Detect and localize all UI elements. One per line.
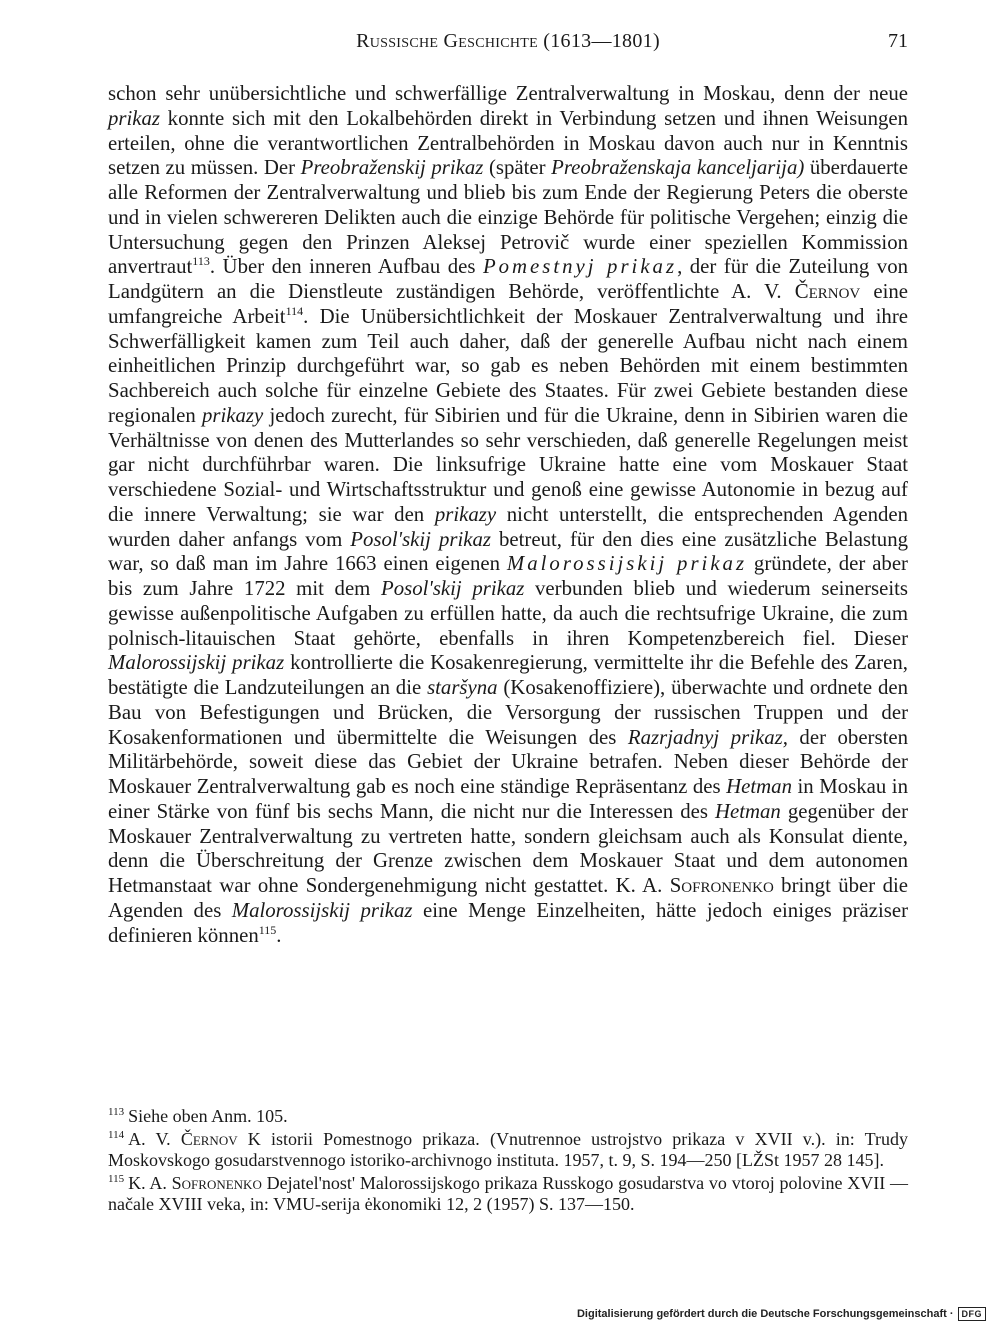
footnote-text: K. A. [128, 1173, 172, 1193]
text-run: der obersten Militärbehörde, soweit diese das Gebiet der Ukraine betrafen. Neben dieser Behörde der Moskauer Zentralverwaltung gab es noch eine ständige Repräsentanz des [108, 725, 908, 798]
text-run: . [276, 923, 282, 947]
credit-text: Digitalisierung gefördert durch die Deutsche Forschungsgemeinschaft · [576, 1308, 954, 1320]
text-run: gründete, der aber bis zum Jahre 1722 mit dem [108, 552, 908, 600]
text-run: (Kosakenoffiziere), überwachte und ordnete den Bau von Befestigungen und Brücken, die Versorgung der russischen Truppen und der Kosakenformationen und übermittelte die Weisungen des [108, 676, 908, 749]
footnote [108, 1106, 908, 1127]
paragraph [108, 82, 908, 948]
footnote-ref[interactable]: 115 [258, 922, 277, 937]
italic-term: Posol'skij prikaz [350, 527, 491, 551]
text-run: in Moskau in einer Stärke von fünf bis sechs Mann, die nicht nur die Interessen des [108, 775, 908, 823]
text-run: . Die Unübersichtlichkeit der Moskauer Zentralverwaltung und ihre Schwerfälligkeit kamen zum Teil auch daher, daß der generelle Aufbau nicht nach einem einheitlichen Prinzip durchgeführt war, so gab es neben Behörden mit einem bestimmten Sachbereich auch solche für einzelne Gebiete des Staates. Für zwei Gebiete bestanden diese regionalen [108, 304, 908, 427]
text-run: , der für die Zuteilung von Landgütern an die Dienstleute zuständigen Behörde, veröffentlichte A. V. [108, 255, 908, 303]
spaced-term: Pomestnyj prikaz [482, 255, 678, 279]
author-name: Sofronenko [171, 1173, 262, 1193]
running-title: Russische Geschichte (1613—1801) [356, 30, 660, 52]
footnote [108, 1129, 908, 1171]
footnote-text: A. V. [128, 1129, 181, 1149]
italic-term: Razrjadnyj prikaz, [627, 725, 788, 749]
text-run: bringt über die Agenden des [108, 874, 908, 922]
footnote [108, 1173, 908, 1215]
text-run: betreut, für den dies eine zusätzliche Belastung war, so daß man im Jahre 1663 einen eigenen [108, 527, 908, 576]
footnote-number: 115 [108, 1173, 125, 1185]
digitization-credit [577, 1307, 986, 1321]
author-name: Černov [180, 1129, 238, 1149]
author-name: Sofronenko [669, 874, 774, 897]
text-run: . Über den inneren Aufbau des [209, 255, 483, 279]
footnote-text: Siehe oben Anm. 105. [128, 1106, 288, 1126]
text-run: eine Menge Einzelheiten, hätte jedoch einiges präziser definieren können [108, 898, 909, 947]
text-run: eine umfangreiche Arbeit [108, 280, 908, 328]
text-run: verbunden blieb und wiederum seinerseits gewisse außenpolitische Aufgaben zu erfüllen hatte, da auch die rechtsufrige Ukraine, die zum polnisch-litauischen Staat gehörte, ebenfalls in ihren Kompetenzbereich fiel. Dieser [108, 577, 908, 650]
footnote-number: 114 [108, 1129, 125, 1141]
footnote-ref[interactable]: 114 [285, 303, 304, 318]
italic-term: prikazy [434, 502, 497, 526]
footnote-text: K istorii Pomestnogo prikaza. (Vnutrennoe ustrojstvo prikaza v XVII v.). in: Trudy Moskovskogo gosudarstvennogo istoriko-archivnogo instituta. 1957, t. 9, S. 194—250 [LŽSt 1957 28 145]. [108, 1129, 908, 1170]
footnote-number: 113 [108, 1106, 125, 1118]
page-number: 71 [888, 30, 908, 52]
text-run: überdauerte alle Reformen der Zentralverwaltung und blieb bis zum Ende der Regierung Peters die oberste und in vielen schwereren Delikten auch die einzige Behörde für politische Vergehen; einzig die Untersuchung gegen den Prinzen Aleksej Petrovič wurde einer speziellen Kommission anvertraut [108, 156, 908, 279]
text-run: schon sehr unübersichtliche und schwerfällige Zentralverwaltung in Moskau, denn der neue [108, 82, 908, 105]
italic-term: prikazy [202, 403, 264, 427]
footnote-text: Dejatel'nost' Malorossijskogo prikaza Russkogo gosudarstva vo vtoroj polovine XVII — načale XVIII veka, in: VMU-serija ėkonomiki 12, 2 (1957) S. 137—150. [108, 1173, 908, 1214]
italic-term: staršyna [427, 676, 498, 699]
text-run: kontrollierte die Kosakenregierung, vermittelte ihr die Befehle des Zaren, bestätigte die Landzuteilungen an die [108, 651, 908, 699]
running-header [108, 30, 908, 64]
italic-term: Hetman [726, 775, 792, 798]
italic-term: Posol'skij prikaz [381, 577, 525, 600]
text-run: konnte sich mit den Lokalbehörden direkt in Verbindung setzen und ihnen Weisungen erteilen, ohne die verantwortlichen Zentralbehörden in Moskau davon auch nur in Kenntnis setzen zu müssen. Der [108, 106, 908, 180]
text-run: gegenüber der Moskauer Zentralverwaltung zu vertreten hatte, sondern gleichsam auch als Konsulat diente, denn die Überschreitung der Grenze zwischen dem Moskauer Staat und dem autonomen Hetmanstaat war ohne Sondergenehmigung nicht gestattet. K. A. [108, 799, 908, 897]
footnotes [108, 1106, 908, 1217]
italic-term: Preobraženskaja kanceljarija) [551, 156, 805, 180]
spaced-term: Malorossijskij prikaz [506, 552, 748, 576]
text-run: jedoch zurecht, für Sibirien und für die Ukraine, denn in Sibirien waren die Verhältnisse von denen des Mutterlandes so sehr verschieden, daß generelle Regelungen meist gar nicht durchführbar waren. Die linksufrige Ukraine hatte eine vom Moskauer Staat verschiedene Sozial- und Wirtschaftsstruktur und genoß eine gewisse Autonomie in bezug auf die innere Verwaltung; sie war den [108, 403, 909, 526]
footnote-ref[interactable]: 113 [192, 254, 210, 269]
italic-term: Preobraženskij prikaz [300, 156, 484, 180]
italic-term: Malorossijskij prikaz [231, 898, 413, 922]
author-name: Černov [794, 280, 861, 303]
italic-term: Malorossijskij prikaz [108, 651, 285, 675]
dfg-logo: DFG [958, 1307, 987, 1321]
text-run: nicht unterstellt, die entsprechenden Agenden wurden daher anfangs vom [108, 502, 908, 551]
main-text [108, 82, 908, 948]
italic-term: prikaz [108, 106, 160, 130]
text-run: (später [483, 156, 552, 180]
italic-term: Hetman [714, 799, 781, 823]
